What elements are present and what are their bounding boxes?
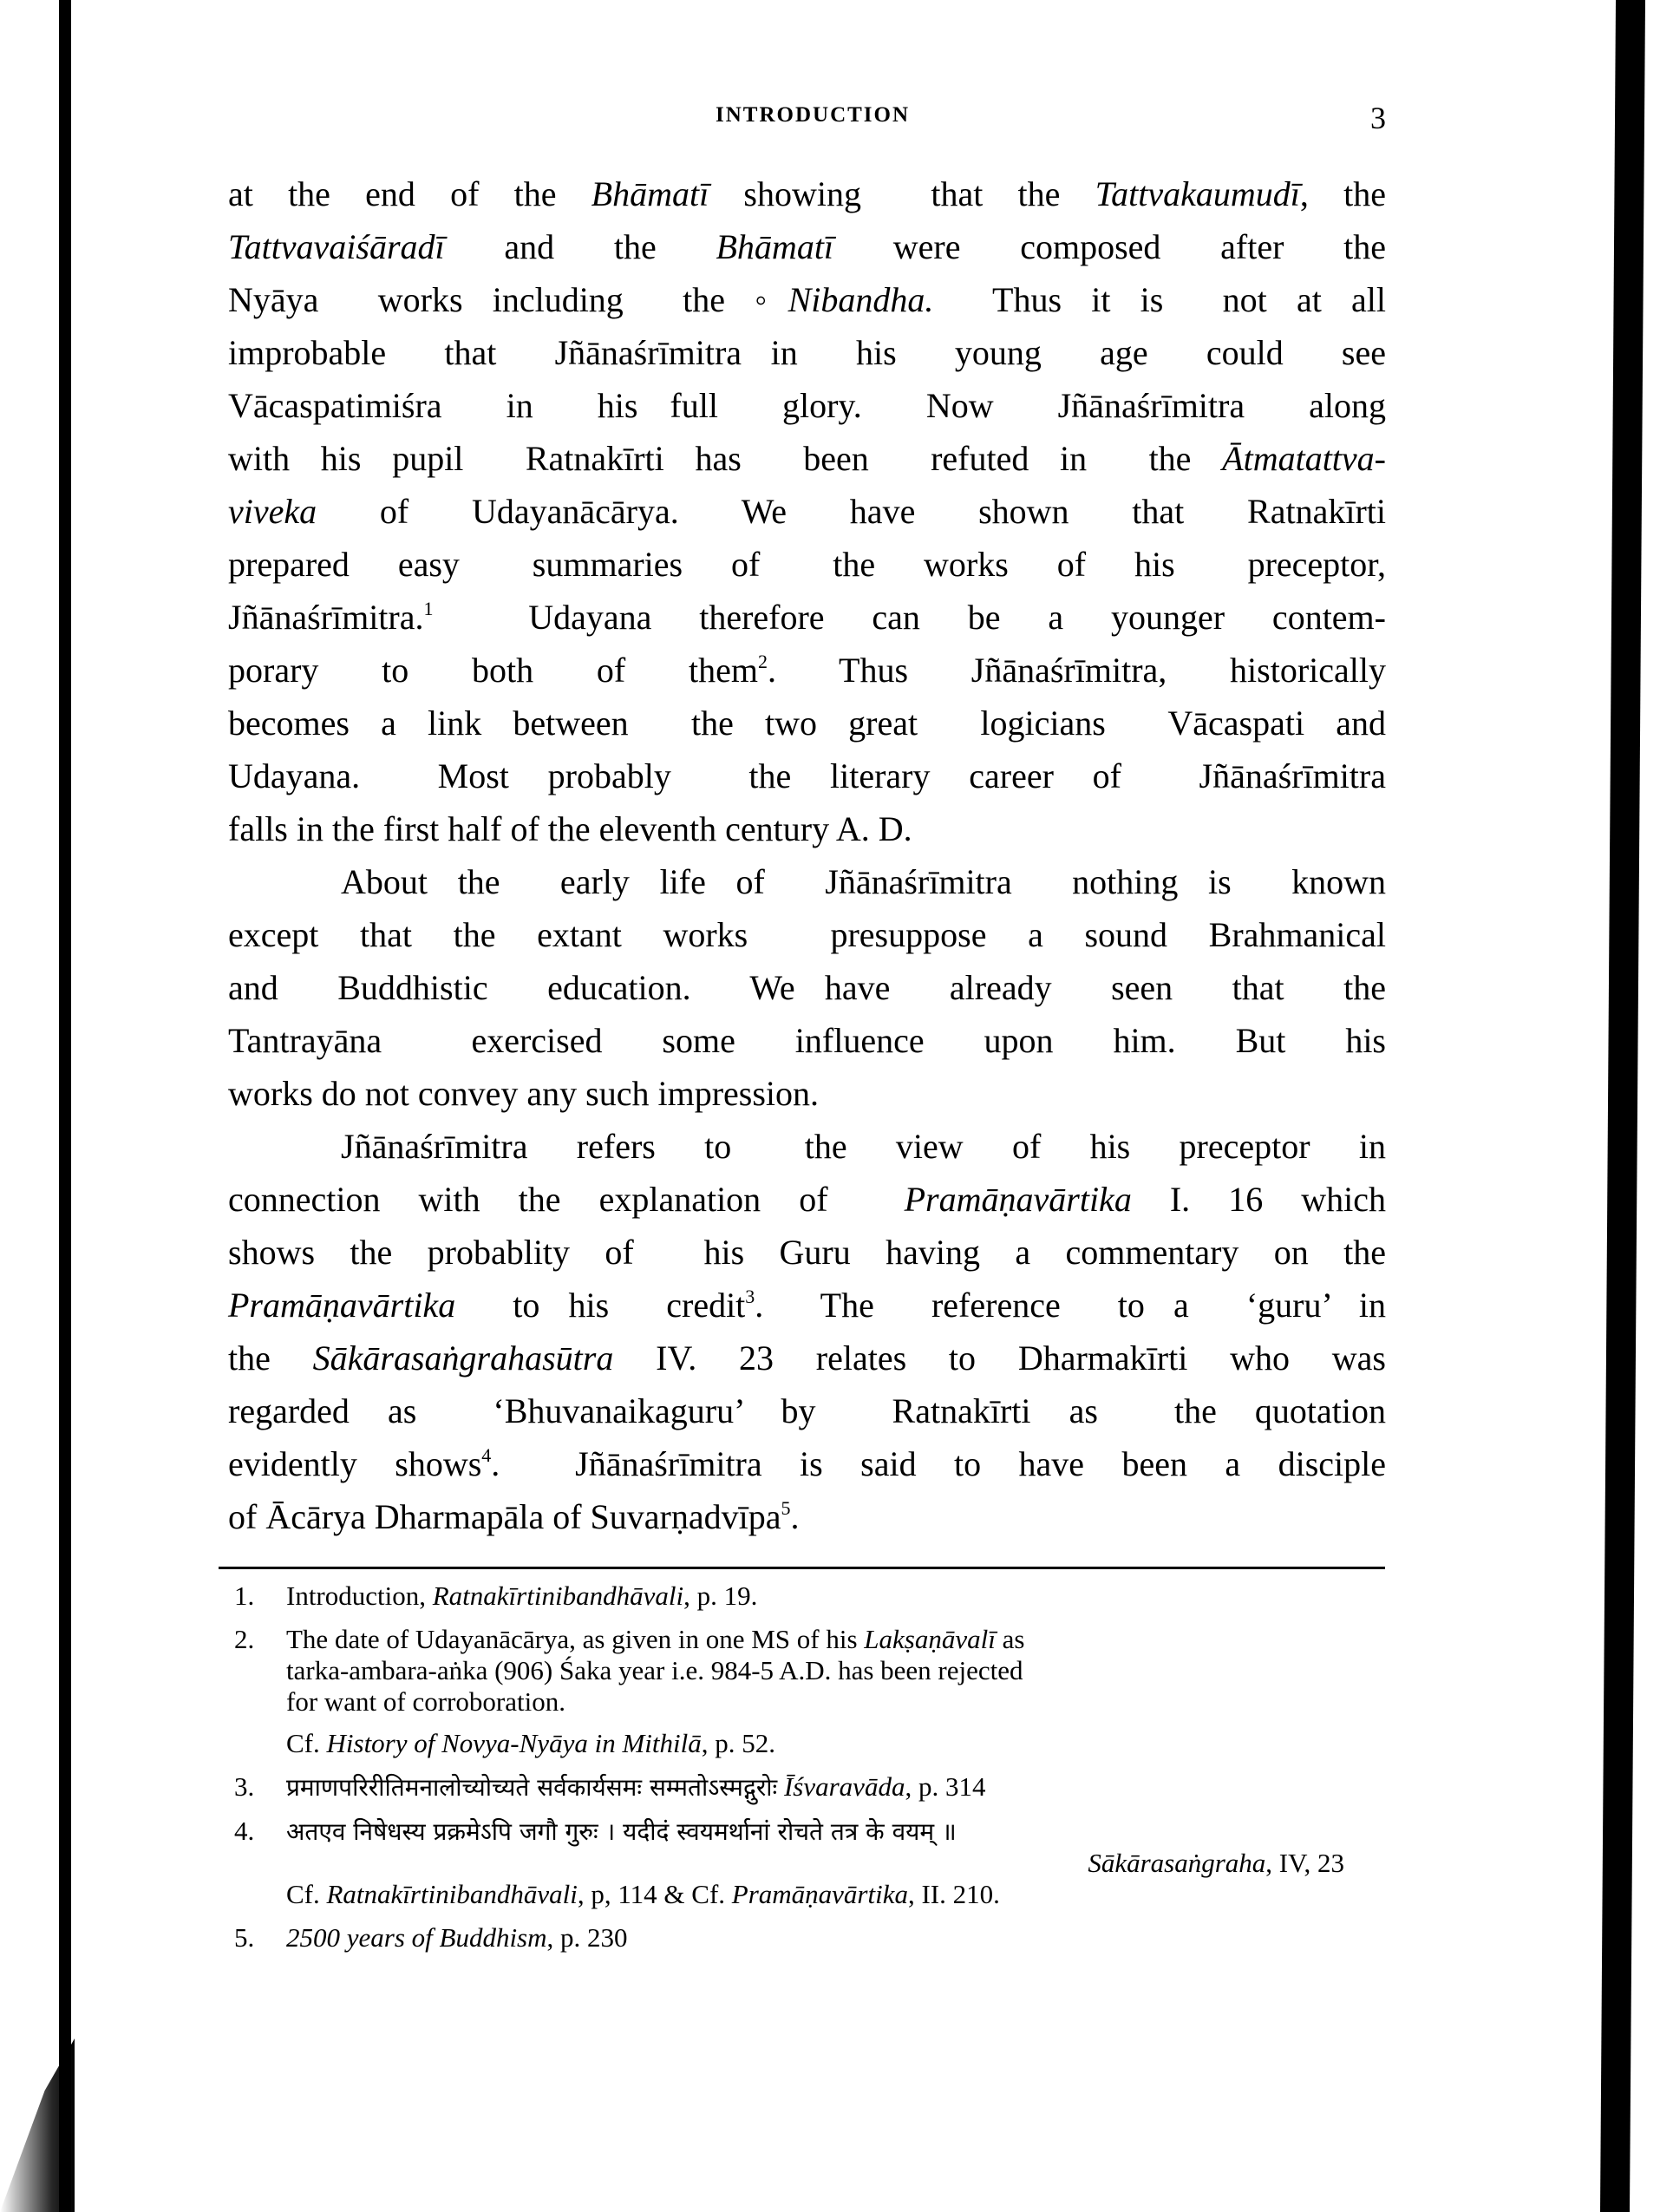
text-line [228, 1120, 1386, 1173]
text-run: Tantrayāna exercised some influence upon him. But his [228, 1021, 1386, 1060]
text-run: . [790, 1497, 800, 1536]
text-line [228, 1173, 1386, 1226]
text-run: Jñānaśrīmitra. [228, 598, 424, 637]
text-run: . Thus Jñānaśrīmitra, historically [767, 651, 1387, 690]
text-run: falls in the first half of the eleventh century A. D. [228, 809, 912, 848]
page-number: 3 [1370, 101, 1386, 135]
paragraph [228, 855, 1386, 1120]
text-run: , p. 52. [701, 1728, 775, 1758]
text-line [228, 1490, 1386, 1543]
text-run: Udayana therefore can be a younger contem- [433, 598, 1386, 637]
italic-title: Pramāṇavārtika [904, 1180, 1132, 1219]
footnote-reference: 3 [745, 1286, 755, 1307]
text-run: for want of corroboration. [286, 1686, 565, 1717]
footnote [234, 1922, 1379, 1953]
text-run: porary to both of them [228, 651, 758, 690]
text-run: . Jñānaśrīmitra is said to have been a disciple [491, 1444, 1386, 1483]
text-run: Thus it is not at all [933, 280, 1386, 319]
footnotes [234, 1580, 1379, 1966]
text-run: Nyāya works including the ◦ [228, 280, 788, 319]
footnote-line [286, 1580, 1379, 1612]
text-line [228, 591, 1386, 644]
italic-title: Ātmatattva- [1222, 439, 1386, 478]
italic-title: Tattvakaumudī [1095, 174, 1300, 213]
text-run: The date of Udayanācārya, as given in one MS of his [286, 1624, 865, 1654]
text-line [228, 326, 1386, 379]
italic-title: History of Novya-Nyāya in Mithilā [326, 1728, 702, 1758]
text-run: , the [1299, 174, 1386, 213]
text-line [228, 167, 1386, 220]
footnote-number: 1. [234, 1580, 255, 1611]
italic-title: Ratnakīrtinibandhāvali [432, 1580, 684, 1611]
italic-title: Tattvavaiśāradī [228, 227, 445, 266]
text-line [228, 379, 1386, 432]
footnote-rule [219, 1567, 1385, 1569]
text-run: , IV, 23 [1265, 1848, 1344, 1878]
footnote-number: 3. [234, 1771, 255, 1802]
text-run: About the early life of Jñānaśrīmitra nothing is known [341, 862, 1386, 901]
text-run: , II. 210. [907, 1879, 1000, 1909]
text-run [777, 1771, 784, 1802]
text-run: and the [444, 227, 716, 266]
footnote-line [286, 1848, 1379, 1879]
text-line [228, 644, 1386, 697]
italic-title: Pramāṇavārtika [731, 1879, 908, 1909]
text-run: evidently shows [228, 1444, 482, 1483]
italic-title: Pramāṇavārtika [228, 1286, 456, 1325]
italic-title: viveka [228, 492, 317, 531]
text-run: tarka-ambara-aṅka (906) Śaka year i.e. 984-5 A.D. has been rejected [286, 1655, 1023, 1685]
text-run: shows the probablity of his Guru having a commentary on the [228, 1233, 1386, 1272]
text-line [228, 220, 1386, 273]
text-line [228, 1437, 1386, 1490]
text-run: showing that the [709, 174, 1095, 213]
footnote [234, 1624, 1379, 1759]
text-run: Cf. [286, 1879, 327, 1909]
italic-title: Bhāmatī [591, 174, 709, 213]
text-run: with his pupil Ratnakīrti has been refuted in the [228, 439, 1223, 478]
text-line [228, 1384, 1386, 1437]
text-line [228, 855, 1386, 908]
sanskrit-quotation: अतएव निषेधस्य प्रक्रमेऽपि जगौ गुरुः । यदीदं स्वयमर्थानां रोचते तत्र के वयम् ॥ [286, 1817, 957, 1846]
text-run: , p, 114 & Cf. [577, 1879, 732, 1909]
italic-title: 2500 years of Buddhism [286, 1922, 547, 1953]
text-line [228, 697, 1386, 749]
footnote-reference: 4 [481, 1444, 492, 1466]
footnote [234, 1816, 1379, 1910]
text-run: becomes a link between the two great logicians Vācaspati and [228, 704, 1386, 743]
text-run: connection with the explanation of [228, 1180, 905, 1219]
running-head [230, 100, 1386, 138]
text-run: Vācaspatimiśra in his full glory. Now Jñānaśrīmitra along [228, 386, 1386, 425]
footnote-line [286, 1728, 1379, 1759]
text-run: of Ācārya Dharmapāla of Suvarṇadvīpa [228, 1497, 781, 1536]
footnote-line [286, 1624, 1379, 1655]
text-run: at the end of the [228, 174, 591, 213]
text-run: Udayana. Most probably the literary career of Jñānaśrīmitra [228, 756, 1386, 795]
footnote-number: 4. [234, 1816, 255, 1846]
footnote-line [286, 1816, 1379, 1848]
text-line [228, 961, 1386, 1014]
text-run: Introduction, [286, 1580, 433, 1611]
text-run: I. 16 which [1131, 1180, 1387, 1219]
text-run: as [995, 1624, 1025, 1654]
footnote-reference: 2 [757, 651, 768, 672]
footnote-line [286, 1879, 1379, 1910]
text-line [228, 908, 1386, 961]
scan-edge-left [59, 0, 71, 2212]
footnote [234, 1771, 1379, 1803]
text-run: and Buddhistic education. We have already seen that the [228, 968, 1386, 1007]
text-line [228, 1332, 1386, 1384]
footnote-number: 5. [234, 1922, 255, 1953]
text-run: were composed after the [833, 227, 1387, 266]
text-run: . The reference to a ‘guru’ in [755, 1286, 1386, 1325]
text-run: the [228, 1338, 313, 1378]
text-line [228, 432, 1386, 485]
text-run: works do not convey any such impression. [228, 1074, 820, 1113]
italic-title: Sākārasaṅgrahasūtra [312, 1338, 614, 1378]
scan-edge-right [1600, 0, 1645, 2212]
footnote-line [286, 1771, 1379, 1803]
footnote-line [286, 1686, 1379, 1718]
footnote-line [286, 1922, 1379, 1953]
text-line [228, 1279, 1386, 1332]
footnote [234, 1580, 1379, 1612]
italic-title: Bhāmatī [716, 227, 834, 266]
footnote-number: 2. [234, 1624, 255, 1654]
text-line [228, 1226, 1386, 1279]
sanskrit-quotation: प्रमाणपरिरीतिमनालोच्योच्यते सर्वकार्यसमः सम्मतोऽस्मद्गुरोः [286, 1773, 778, 1802]
italic-title: Ratnakīrtinibandhāvali [326, 1879, 578, 1909]
text-run: prepared easy summaries of the works of his preceptor, [228, 545, 1386, 584]
text-run: except that the extant works presuppose a sound Brahmanical [228, 915, 1386, 954]
text-line [228, 538, 1386, 591]
footnote-reference: 1 [423, 598, 434, 619]
footnote-reference: 5 [781, 1497, 791, 1519]
footnote-line [286, 1655, 1379, 1686]
text-run: Cf. [286, 1728, 327, 1758]
text-line [228, 273, 1386, 326]
paragraph [228, 1120, 1386, 1543]
text-line [228, 1067, 1386, 1120]
paragraph [228, 167, 1386, 855]
italic-title: Lakṣaṇāvalī [864, 1624, 996, 1654]
text-line [228, 1014, 1386, 1067]
text-run: to his credit [455, 1286, 746, 1325]
body-text [228, 167, 1386, 1543]
text-run: , p. 230 [546, 1922, 628, 1953]
text-line [228, 485, 1386, 538]
text-run: , p. 314 [905, 1771, 986, 1802]
text-run: Jñānaśrīmitra refers to the view of his preceptor in [341, 1127, 1386, 1166]
running-title: INTRODUCTION [716, 103, 911, 127]
italic-title: Īśvaravāda [783, 1771, 905, 1802]
text-run: , p. 19. [683, 1580, 758, 1611]
scan-smudge-bottom-left [0, 2039, 75, 2212]
italic-title: Sākārasaṅgraha [1088, 1848, 1266, 1878]
text-line [228, 802, 1386, 855]
text-run: of Udayanācārya. We have shown that Ratnakīrti [317, 492, 1386, 531]
text-run: IV. 23 relates to Dharmakīrti who was [613, 1338, 1386, 1378]
italic-title: Nibandha. [788, 280, 934, 319]
text-line [228, 749, 1386, 802]
text-run: regarded as ‘Bhuvanaikaguru’ by Ratnakīrti as the quotation [228, 1391, 1386, 1430]
text-run: improbable that Jñānaśrīmitra in his young age could see [228, 333, 1386, 372]
